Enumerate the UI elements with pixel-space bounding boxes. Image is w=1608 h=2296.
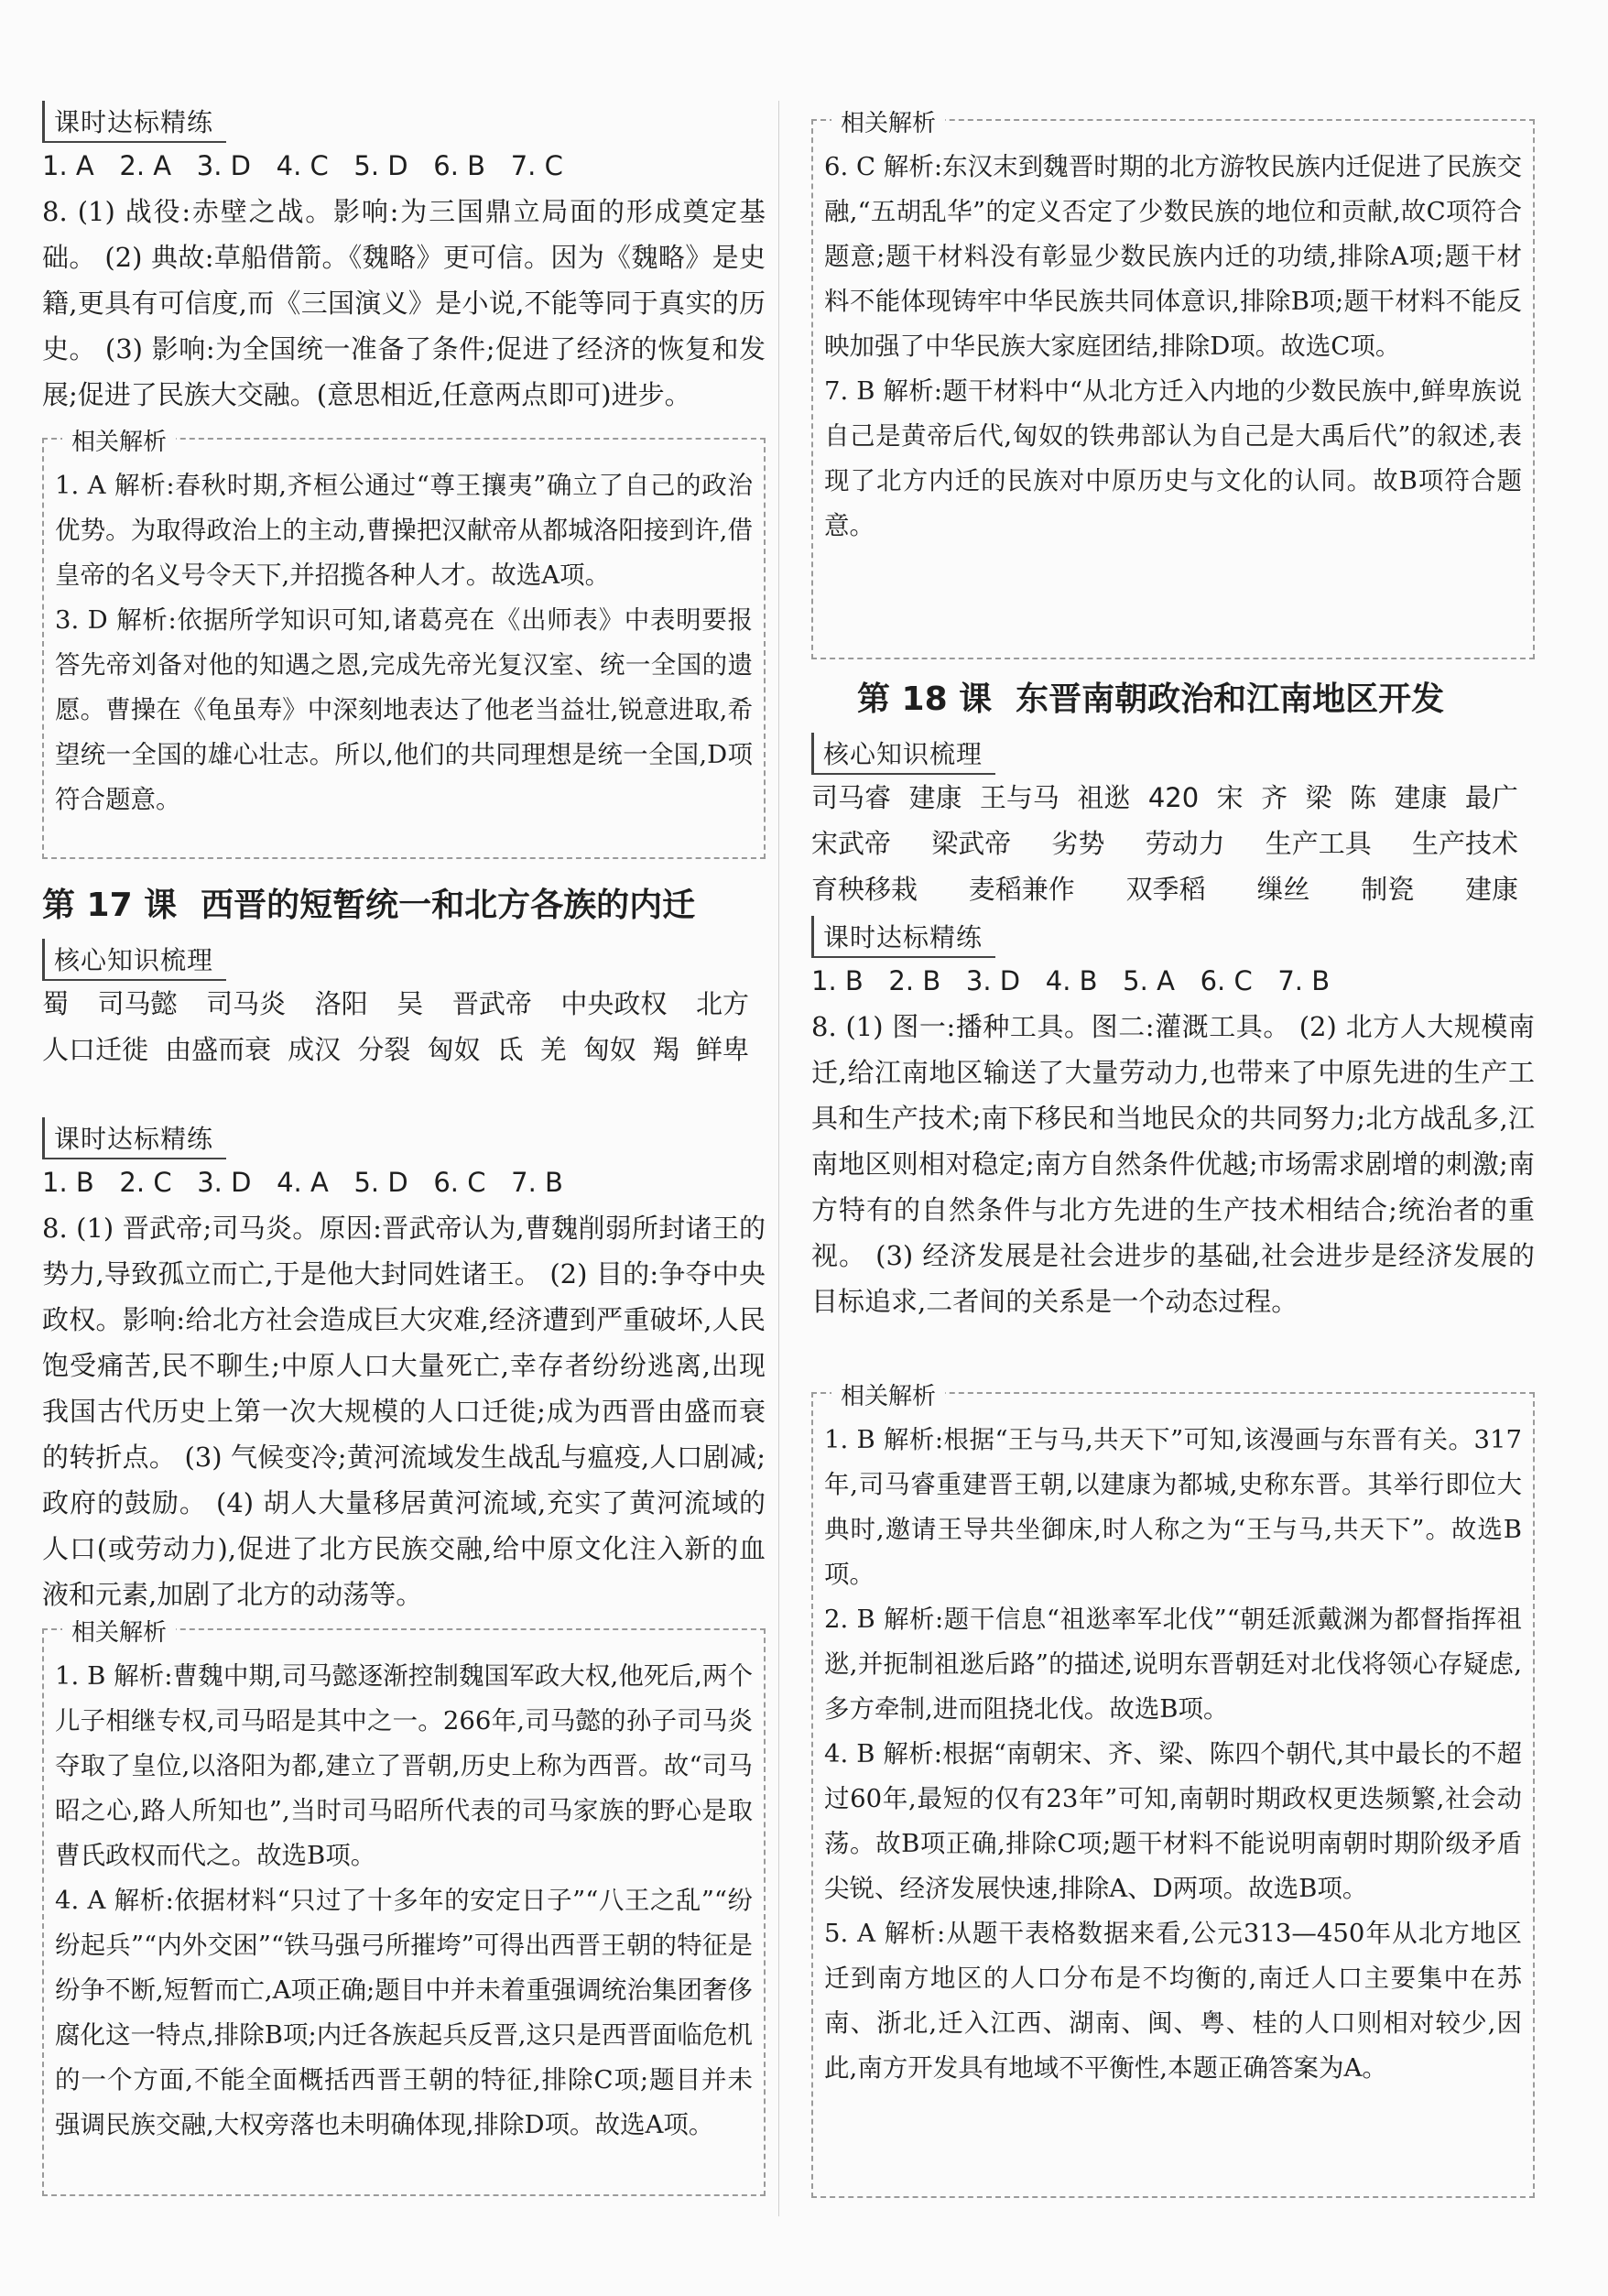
section-label: 核心知识梳理 — [42, 939, 226, 981]
lesson-17-core — [42, 939, 766, 1072]
lesson-17-heading — [42, 879, 766, 926]
lesson-18-practice — [811, 916, 1535, 1324]
lesson-title: 东晋南朝政治和江南地区开发 — [1016, 680, 1445, 718]
analysis-item: 6. C 解析:东汉末到魏晋时期的北方游牧民族内迁促进了民族交融,“五胡乱华”的定义否定了少数民族的地位和贡献,故C项符合题意;题干材料没有彰显少数民族内迁的功绩,排除A项;题干材料不能体现铸牢中华民族共同体意识,排除B项;题干材料不能反映加强了中华民族大家庭团结,排除D项。故选C项。 — [824, 152, 1522, 361]
analysis-item: 2. B 解析:题干信息“祖逖率军北伐”“朝廷派戴渊为都督指挥祖逖,并扼制祖逖后路”的描述,说明东晋朝廷对北伐将领心存疑虑,多方牵制,进而阻挠北伐。故选B项。 — [824, 1605, 1522, 1724]
question-8: 8. (1) 战役:赤壁之战。影响:为三国鼎立局面的形成奠定基础。 (2) 典故:草船借箭。《魏略》更可信。因为《魏略》是史籍,更具有可信度,而《三国演义》是小说,不能等同于真实的历史。 (3) 影响:为全国统一准备了条件;促进了经济的恢复和发展;促进了民族大交融。(意思相近,任意两点即可)进步。 — [42, 196, 766, 410]
answer-key: 1. A 2. A 3. D 4. C 5. D 6. B 7. C — [42, 150, 563, 181]
analysis-item: 4. A 解析:依据材料“只过了十多年的安定日子”“八王之乱”“纷纷起兵”“内外交困”“铁马强弓所摧垮”可得出西晋王朝的特征是纷争不断,短暂而亡,A项正确;题目中并未着重强调统治集团奢侈腐化这一特点,排除B项;内迁各族起兵反晋,这只是西晋面临危机的一个方面,不能全面概括西晋王朝的特征,排除C项;题目并未强调民族交融,大权旁落也未明确体现,排除D项。故选A项。 — [55, 1886, 753, 2139]
keyword: 制瓷 — [1361, 874, 1415, 905]
section-label: 课时达标精练 — [42, 1117, 226, 1159]
keyword: 双季稻 — [1125, 874, 1206, 905]
keyword: 建康 — [1394, 782, 1448, 813]
lesson-number: 第 17 课 — [42, 887, 178, 924]
keyword: 麦稻兼作 — [968, 874, 1075, 905]
keyword: 420 — [1147, 782, 1200, 813]
keyword: 祖逖 — [1077, 782, 1131, 813]
lesson-number: 第 18 课 — [857, 680, 993, 718]
analysis-label: 相关解析 — [62, 423, 176, 457]
keyword: 司马炎 — [206, 988, 287, 1019]
keyword: 氐 — [496, 1034, 524, 1065]
keyword: 司马懿 — [97, 988, 178, 1019]
keyword: 人口迁徙 — [42, 1034, 149, 1065]
analysis-box — [42, 429, 766, 859]
keyword: 生产技术 — [1411, 828, 1518, 859]
analysis-box — [811, 110, 1535, 659]
analysis-item: 5. A 解析:从题干表格数据来看,公元313—450年从北方地区迁到南方地区的人口分布是不均衡的,南迁人口主要集中在苏南、浙北,迁入江西、湖南、闽、粤、桂的人口则相对较少,因此,南方开发具有地域不平衡性,本题正确答案为A。 — [824, 1919, 1522, 2083]
keyword: 成汉 — [288, 1034, 342, 1065]
keyword: 羯 — [652, 1034, 679, 1065]
keyword: 陈 — [1349, 782, 1376, 813]
lesson-title: 西晋的短暂统一和北方各族的内迁 — [201, 887, 696, 924]
analysis-label: 相关解析 — [831, 1377, 945, 1411]
keyword: 缫丝 — [1256, 874, 1310, 905]
analysis-box — [811, 1383, 1535, 2198]
keyword: 劳动力 — [1145, 828, 1225, 859]
section-label: 课时达标精练 — [811, 916, 995, 958]
keyword-list — [811, 775, 1535, 912]
keyword: 匈奴 — [582, 1034, 636, 1065]
lesson-18-heading — [811, 673, 1535, 720]
analysis-item: 1. B 解析:根据“王与马,共天下”可知,该漫画与东晋有关。317年,司马睿重建晋王朝,以建康为都城,史称东晋。其举行即位大典时,邀请王导共坐御床,时人称之为“王与马,共天下”。故选B项。 — [824, 1425, 1522, 1589]
keyword: 由盛而衰 — [165, 1034, 272, 1065]
keyword: 司马睿 — [811, 782, 892, 813]
answer-key: 1. B 2. B 3. D 4. B 5. A 6. C 7. B — [811, 965, 1331, 996]
keyword: 吴 — [397, 988, 424, 1019]
practice-section-top — [42, 101, 766, 418]
section-label: 核心知识梳理 — [811, 733, 995, 775]
keyword: 劣势 — [1051, 828, 1105, 859]
keyword: 洛阳 — [314, 988, 368, 1019]
keyword: 建康 — [908, 782, 962, 813]
analysis-item: 1. B 解析:曹魏中期,司马懿逐渐控制魏国军政大权,他死后,两个儿子相继专权,司马昭是其中之一。266年,司马懿的孙子司马炎夺取了皇位,以洛阳为都,建立了晋朝,历史上称为西晋。故“司马昭之心,路人所知也”,当时司马昭所代表的司马家族的野心是取曹氏政权而代之。故选B项。 — [55, 1661, 753, 1870]
keyword: 生产工具 — [1265, 828, 1372, 859]
lesson-18-core — [811, 733, 1535, 912]
keyword-list — [42, 981, 766, 1072]
keyword: 王与马 — [979, 782, 1059, 813]
keyword: 最广 — [1464, 782, 1518, 813]
keyword: 鲜卑 — [695, 1034, 749, 1065]
section-label: 课时达标精练 — [42, 101, 226, 143]
keyword: 晋武帝 — [451, 988, 532, 1019]
analysis-label: 相关解析 — [831, 104, 945, 138]
keyword: 宋武帝 — [811, 828, 892, 859]
answer-key: 1. B 2. C 3. D 4. A 5. D 6. C 7. B — [42, 1167, 563, 1198]
analysis-item: 7. B 解析:题干材料中“从北方迁入内地的少数民族中,鲜卑族说自己是黄帝后代,匈奴的铁弗部认为自己是大禹后代”的叙述,表现了北方内迁的民族对中原历史与文化的认同。故B项符合题意。 — [824, 376, 1522, 540]
keyword: 梁 — [1305, 782, 1332, 813]
analysis-box — [42, 1619, 766, 2196]
analysis-item: 1. A 解析:春秋时期,齐桓公通过“尊王攘夷”确立了自己的政治优势。为取得政治上的主动,曹操把汉献帝从都城洛阳接到许,借皇帝的名义号令天下,并招揽各种人才。故选A项。 — [55, 471, 753, 590]
keyword: 中央政权 — [560, 988, 668, 1019]
analysis-label: 相关解析 — [62, 1614, 176, 1648]
keyword: 北方 — [695, 988, 749, 1019]
keyword: 蜀 — [42, 988, 70, 1019]
column-divider — [778, 101, 779, 2216]
keyword: 分裂 — [357, 1034, 411, 1065]
keyword: 羌 — [539, 1034, 567, 1065]
keyword: 育秧移栽 — [811, 874, 918, 905]
analysis-item: 4. B 解析:根据“南朝宋、齐、梁、陈四个朝代,其中最长的不超过60年,最短的仅有23年”可知,南朝时期政权更迭频繁,社会动荡。故B项正确,排除C项;题干材料不能说明南朝时期阶级矛盾尖锐、经济发展快速,排除A、D两项。故选B项。 — [824, 1739, 1522, 1903]
lesson-17-practice — [42, 1117, 766, 1617]
keyword: 齐 — [1261, 782, 1288, 813]
question-8: 8. (1) 晋武帝;司马炎。原因:晋武帝认为,曹魏削弱所封诸王的势力,导致孤立而亡,于是他大封同姓诸王。 (2) 目的:争夺中央政权。影响:给北方社会造成巨大灾难,经济遭到严重破坏,人民饱受痛苦,民不聊生;中原人口大量死亡,幸存者纷纷逃离,出现我国古代历史上第一次大规模的人口迁徙;成为西晋由盛而衰的转折点。 (3) 气候变冷;黄河流域发生战乱与瘟疫,人口剧减;政府的鼓励。 (4) 胡人大量移居黄河流域,充实了黄河流域的人口(或劳动力),促进了北方民族交融,给中原文化注入新的血液和元素,加剧了北方的动荡等。 — [42, 1213, 766, 1610]
analysis-item: 3. D 解析:依据所学知识可知,诸葛亮在《出师表》中表明要报答先帝刘备对他的知遇之恩,完成先帝光复汉室、统一全国的遗愿。曹操在《龟虽寿》中深刻地表达了他老当益壮,锐意进取,希望统一全国的雄心壮志。所以,他们的共同理想是统一全国,D项符合题意。 — [55, 605, 753, 814]
keyword: 梁武帝 — [931, 828, 1012, 859]
question-8: 8. (1) 图一:播种工具。图二:灌溉工具。 (2) 北方人大规模南迁,给江南地区输送了大量劳动力,也带来了中原先进的生产工具和生产技术;南下移民和当地民众的共同努力;北方战乱多,江南地区则相对稳定;南方自然条件优越;市场需求剧增的刺激;南方特有的自然条件与北方先进的生产技术相结合;统治者的重视。 (3) 经济发展是社会进步的基础,社会进步是经济发展的目标追求,二者间的关系是一个动态过程。 — [811, 1011, 1535, 1317]
keyword: 匈奴 — [427, 1034, 481, 1065]
keyword: 宋 — [1216, 782, 1244, 813]
keyword: 建康 — [1464, 874, 1518, 905]
